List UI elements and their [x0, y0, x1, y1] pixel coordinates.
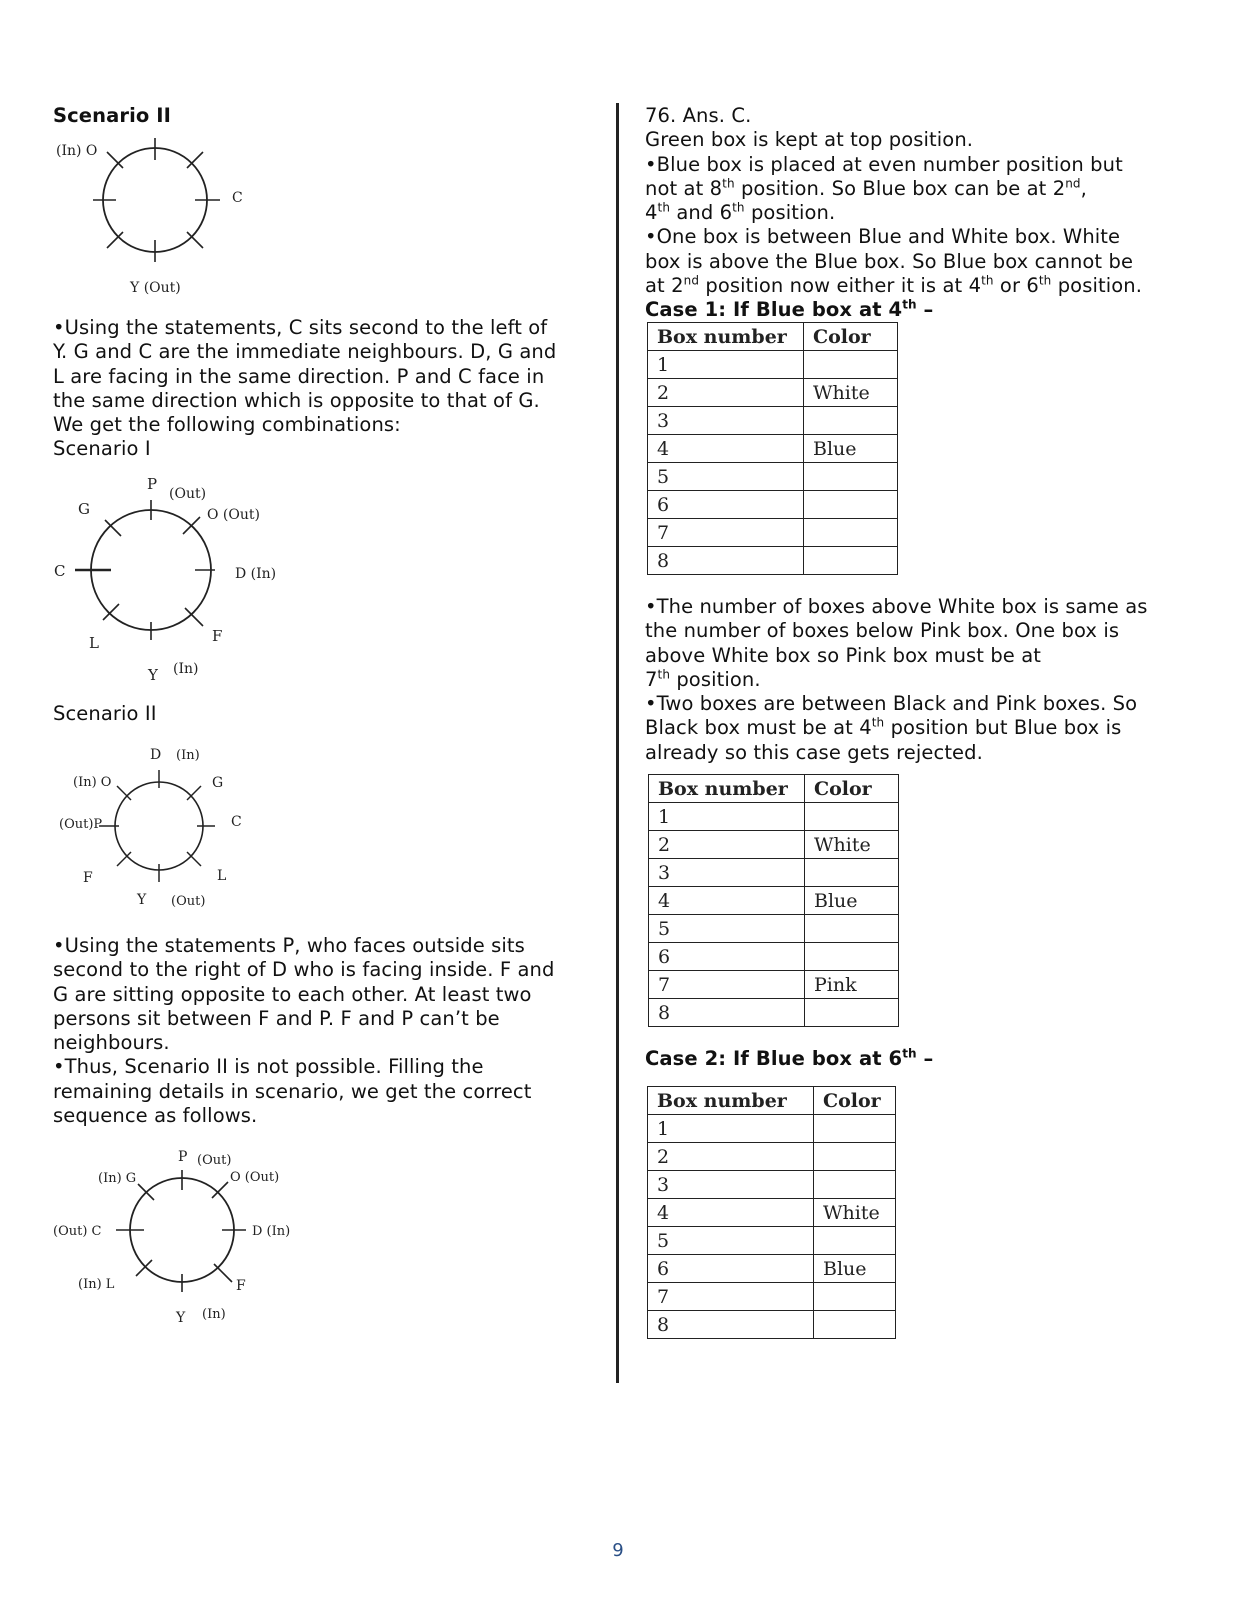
table-cell: Blue	[814, 1255, 896, 1283]
table-row	[648, 407, 898, 435]
label-p: P	[147, 475, 158, 493]
label-c-out: (Out) C	[53, 1224, 102, 1239]
table-header-cell: Color	[804, 323, 898, 351]
label-y-in: (In)	[202, 1307, 226, 1322]
table-header-cell: Box number	[648, 323, 804, 351]
label-d-in: D (In)	[252, 1224, 291, 1239]
table-cell	[804, 351, 898, 379]
table-row	[648, 1283, 896, 1311]
scenario-1-label: Scenario I	[53, 437, 151, 460]
table-cell: 4	[648, 1199, 814, 1227]
table-cell	[804, 547, 898, 575]
table-cell: White	[804, 379, 898, 407]
label-y: Y	[137, 892, 147, 908]
table-cell: 1	[648, 1115, 814, 1143]
table-cell: 1	[648, 351, 804, 379]
table-row	[648, 1199, 896, 1227]
paragraph-statements-2: • Using the statements P, who faces outside sits second to the right of D who is facing inside. F and G are sitting opposite to each other. At least two persons sit between F and P. F and P can’t be neighbours. • Thus, Scenario II is not possible. Filling the remaining details in scenario, we get the correct sequence as follows.	[53, 934, 593, 1128]
label-c: C	[231, 814, 242, 830]
answer-line: 76. Ans. C.	[645, 104, 752, 127]
table-row	[648, 1311, 896, 1339]
table-cell	[805, 859, 899, 887]
table-cell	[814, 1143, 896, 1171]
table-row	[648, 1115, 896, 1143]
table-case-1	[647, 322, 898, 575]
label-l-in: (In) L	[78, 1277, 115, 1292]
label-y: Y	[176, 1310, 186, 1326]
label-d-in: (In)	[176, 748, 200, 763]
table-header-cell: Box number	[648, 1087, 814, 1115]
table-row	[648, 1171, 896, 1199]
table-row	[649, 859, 899, 887]
table-cell	[805, 943, 899, 971]
label-g: G	[78, 500, 90, 518]
seating-diagram-c	[55, 740, 265, 915]
seating-diagram-a	[50, 130, 270, 300]
table-cell: 2	[648, 1143, 814, 1171]
table-cell: 8	[649, 999, 805, 1027]
pink-black-explanation: • The number of boxes above White box is same as the number of boxes below Pink box. One box is above White box so Pink box must be at 7th position. • Two boxes are between Black and Pink boxes. So Black box must be at 4th position but Blue box is already so this case gets rejected.	[645, 595, 1205, 765]
table-row	[649, 915, 899, 943]
table-row	[649, 803, 899, 831]
table-cell: 2	[649, 831, 805, 859]
table-case-1-pink	[648, 774, 899, 1027]
table-cell	[804, 491, 898, 519]
table-cell: 2	[648, 379, 804, 407]
case-2-heading: Case 2: If Blue box at 6th –	[645, 1046, 934, 1070]
table-cell: 6	[648, 1255, 814, 1283]
section-heading: Scenario II	[53, 104, 171, 127]
table-cell	[814, 1171, 896, 1199]
table-row	[648, 1227, 896, 1255]
label-o-out: O (Out)	[230, 1170, 280, 1185]
table-header-cell: Color	[805, 775, 899, 803]
table-cell	[814, 1115, 896, 1143]
label-g-in: (In) G	[98, 1171, 137, 1186]
table-row	[648, 547, 898, 575]
table-row	[649, 887, 899, 915]
label-l: L	[217, 868, 227, 884]
column-divider	[616, 103, 619, 1383]
label-f: F	[212, 627, 223, 645]
table-row	[648, 1143, 896, 1171]
table-cell: 3	[648, 407, 804, 435]
table-cell: Pink	[805, 971, 899, 999]
answer-explanation: 76. Ans. C. Green box is kept at top position. • Blue box is placed at even number position but not at 8th position. So Blue box can be at 2nd, 4th and 6th position. • One box is between Blue and White box. White box is above the Blue box. So Blue box cannot be at 2nd position now either it is at 4th or 6th position. Case 1: If Blue box at 4th –	[645, 104, 1205, 323]
table-cell: 4	[648, 435, 804, 463]
table-cell	[805, 999, 899, 1027]
table-cell: 8	[648, 1311, 814, 1339]
table-cell	[814, 1227, 896, 1255]
label-c: C	[54, 562, 66, 580]
label-c: C	[232, 190, 243, 206]
table-row	[648, 1255, 896, 1283]
table-row	[648, 351, 898, 379]
table-cell: 7	[648, 519, 804, 547]
table-header-cell: Color	[814, 1087, 896, 1115]
table-cell: 5	[648, 1227, 814, 1255]
label-o: (In) O	[56, 143, 98, 159]
table-row	[648, 519, 898, 547]
green-line: Green box is kept at top position.	[645, 128, 974, 152]
table-cell	[804, 519, 898, 547]
label-g: G	[212, 775, 224, 791]
label-l: L	[89, 634, 99, 652]
case-1-heading: Case 1: If Blue box at 4th –	[645, 297, 934, 322]
table-case-2	[647, 1086, 896, 1339]
table-cell	[814, 1283, 896, 1311]
table-cell: 4	[649, 887, 805, 915]
label-o-out: O (Out)	[207, 507, 260, 523]
table-cell: 3	[648, 1171, 814, 1199]
table-cell	[804, 463, 898, 491]
table-cell: 1	[649, 803, 805, 831]
table-cell	[805, 915, 899, 943]
table-cell	[814, 1311, 896, 1339]
label-f: F	[236, 1278, 246, 1294]
label-p-out: (Out)	[197, 1153, 232, 1168]
label-o-in: (In) O	[73, 775, 112, 790]
label-p: P	[178, 1149, 188, 1165]
table-cell	[804, 407, 898, 435]
table-row	[648, 435, 898, 463]
table-cell: White	[814, 1199, 896, 1227]
table-cell: 3	[649, 859, 805, 887]
table-cell: Blue	[804, 435, 898, 463]
label-y-out: (Out)	[171, 894, 206, 909]
seating-diagram-b	[45, 472, 305, 687]
table-cell: Blue	[805, 887, 899, 915]
table-cell: White	[805, 831, 899, 859]
table-row	[649, 999, 899, 1027]
table-cell: 6	[649, 943, 805, 971]
paragraph-statements-1: • Using the statements, C sits second to the left of Y. G and C are the immediate neighbours. D, G and L are facing in the same direction. P and C face in the same direction which is opposite to that of G. We get the following combinations:	[53, 316, 593, 437]
label-p-out: (Out)	[169, 486, 207, 502]
label-p-out: (Out)P	[59, 817, 103, 832]
label-d-in: D (In)	[235, 566, 277, 582]
table-header-cell: Box number	[649, 775, 805, 803]
label-y-in: (In)	[173, 661, 199, 677]
table-cell	[805, 803, 899, 831]
scenario-2-label: Scenario II	[53, 702, 157, 725]
label-d: D	[150, 747, 162, 763]
label-f: F	[83, 870, 93, 886]
table-row	[649, 943, 899, 971]
table-cell: 8	[648, 547, 804, 575]
seating-diagram-d	[50, 1142, 310, 1332]
table-cell: 5	[648, 463, 804, 491]
table-row	[648, 463, 898, 491]
table-cell: 6	[648, 491, 804, 519]
table-row	[648, 491, 898, 519]
table-cell: 7	[648, 1283, 814, 1311]
table-row	[648, 379, 898, 407]
table-row	[649, 971, 899, 999]
page-number: 9	[612, 1540, 624, 1561]
table-cell: 5	[649, 915, 805, 943]
table-cell: 7	[649, 971, 805, 999]
table-row	[649, 831, 899, 859]
label-y: Y (Out)	[130, 280, 181, 296]
label-y: Y	[148, 666, 158, 684]
